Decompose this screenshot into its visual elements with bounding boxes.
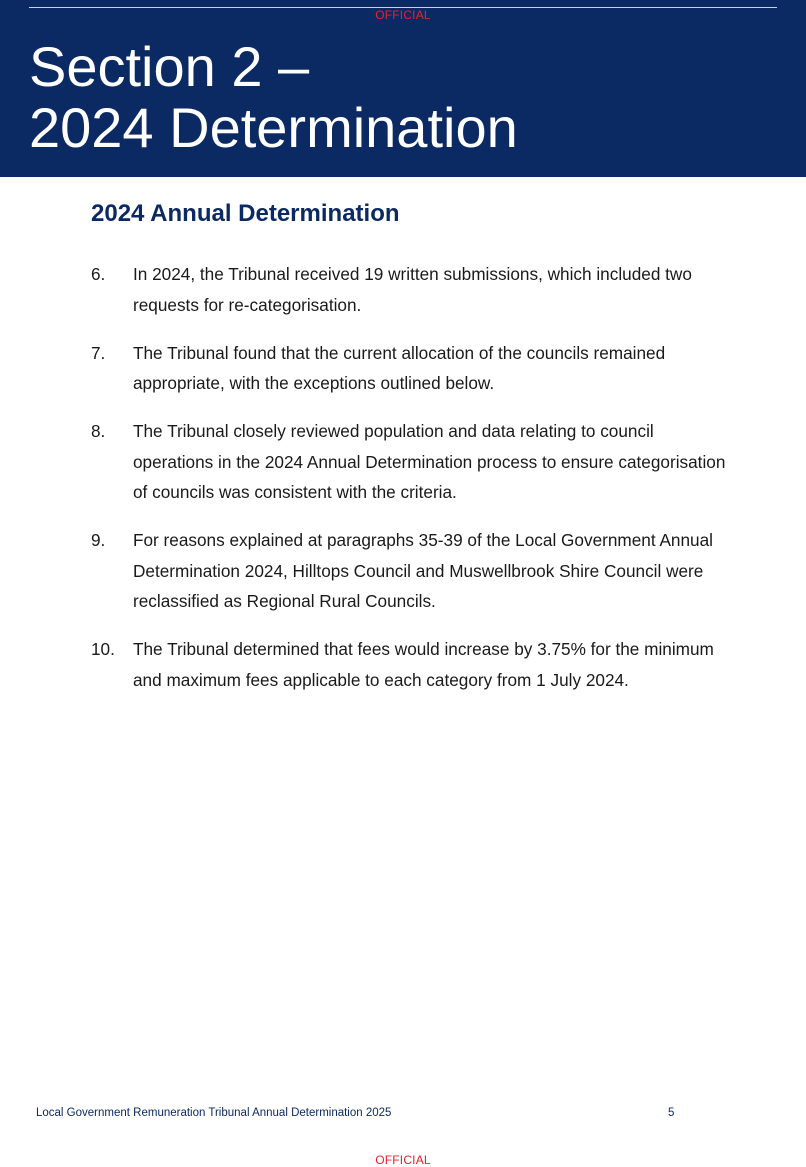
paragraph-text: For reasons explained at paragraphs 35-39 of the Local Government Annual Determination 2024, Hilltops Council and Muswellbrook Shire Council were reclassified as Regional Rural Councils. [133,530,713,611]
classification-marking-bottom: OFFICIAL [375,1153,431,1167]
section-title-line-2: 2024 Determination [29,96,518,159]
paragraph-number: 8. [91,421,106,441]
section-title [29,36,518,158]
section-heading: 2024 Annual Determination [91,200,400,227]
section-title-line-1: Section 2 – [29,35,310,98]
paragraph-number: 6. [91,264,106,284]
paragraph-number: 7. [91,342,106,363]
paragraph-text: In 2024, the Tribunal received 19 written submissions, which included two requests for re-categorisation. [133,264,692,315]
paragraph-text: The Tribunal closely reviewed population and data relating to council operations in the 2024 Annual Determination process to ensure categorisation of councils was consistent with the criteria. [133,421,726,502]
paragraph-item [91,338,731,399]
paragraph-text: The Tribunal found that the current allocation of the councils remained appropriate, with the exceptions outlined below. [133,342,666,393]
paragraph-number: 10. [91,639,115,659]
paragraph-item [91,416,731,508]
paragraph-item [91,525,731,617]
paragraph-item [91,634,731,695]
paragraph-item [91,259,731,320]
page-number: 5 [668,1107,675,1119]
paragraph-number: 9. [91,530,106,550]
paragraph-text: The Tribunal determined that fees would increase by 3.75% for the minimum and maximum fees applicable to each category from 1 July 2024. [133,639,714,690]
paragraph-list [91,259,731,713]
header-band [0,0,806,177]
footer-document-title: Local Government Remuneration Tribunal Annual Determination 2025 [36,1107,392,1119]
classification-marking-top: OFFICIAL [375,8,431,22]
